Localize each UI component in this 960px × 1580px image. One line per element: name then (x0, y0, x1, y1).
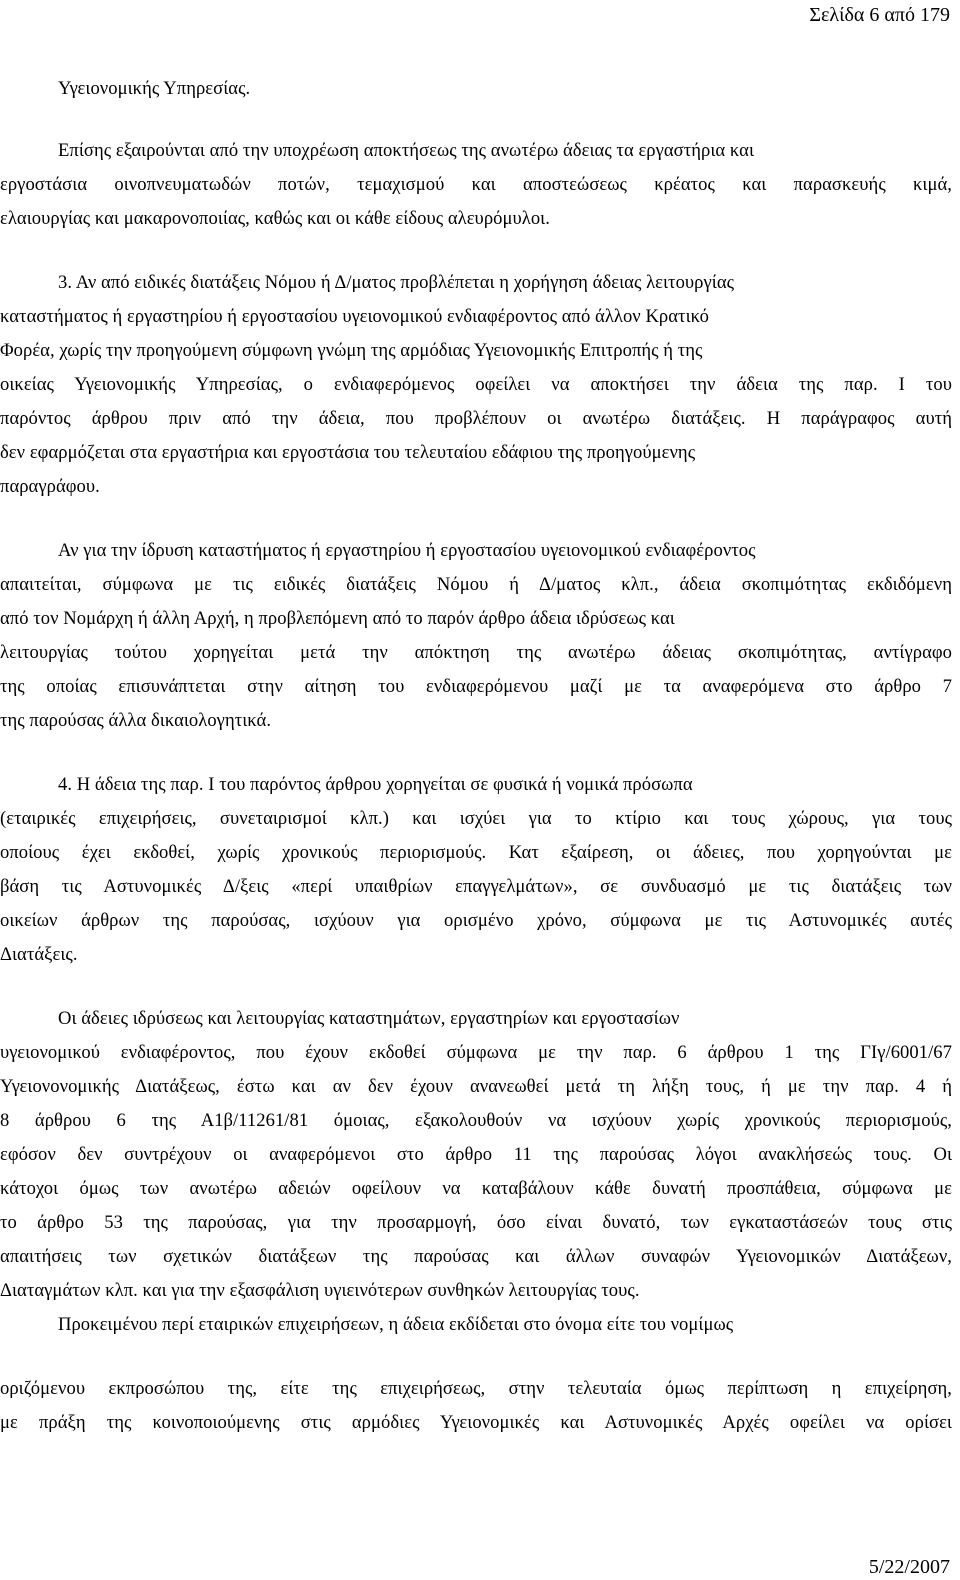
text-line: (εταιρικές επιχειρήσεις, συνεταιρισμοί κλπ.) και ισχύει για το κτίριο και τους χώρους, για τους (0, 808, 952, 829)
text-line: 4. Η άδεια της παρ. Ι του παρόντος άρθρου χορηγείται σε φυσικά ή νομικά πρόσωπα (58, 774, 693, 795)
text-line: εργοστάσια οινοπνευματωδών ποτών, τεμαχισμού και αποστεώσεως κρέατος και παρασκευής κιμά, (0, 174, 952, 195)
text-line: Προκειμένου περί εταιρικών επιχειρήσεων, η άδεια εκδίδεται στο όνομα είτε του νομίμως (58, 1314, 734, 1335)
text-line: 8 άρθρου 6 της Α1β/11261/81 όμοιας, εξακολουθούν να ισχύουν χωρίς χρονικούς περιορισμούς, (0, 1110, 952, 1131)
text-line: παραγράφου. (0, 476, 100, 497)
text-line: εφόσον δεν συντρέχουν οι αναφερόμενοι στο άρθρο 11 της παρούσας λόγοι ανακλήσεώς τους. Οι (0, 1144, 952, 1165)
page-number-header: Σελίδα 6 από 179 (809, 4, 950, 26)
text-line: Διατάξεις. (0, 944, 78, 965)
text-line: 3. Αν από ειδικές διατάξεις Νόμου ή Δ/ματος προβλέπεται η χορήγηση άδειας λειτουργίας (58, 272, 735, 293)
text-line: Επίσης εξαιρούνται από την υποχρέωση αποκτήσεως της ανωτέρω άδειας τα εργαστήρια και (58, 140, 755, 161)
text-line: οικείας Υγειονομικής Υπηρεσίας, ο ενδιαφερόμενος οφείλει να αποκτήσει την άδεια της παρ. Ι του (0, 374, 952, 395)
text-line: το άρθρο 53 της παρούσας, για την προσαρμογή, όσο είναι δυνατό, των εγκαταστάσεών τους στις (0, 1212, 952, 1233)
text-line: ελαιουργίας και μακαρονοποιίας, καθώς και οι κάθε είδους αλευρόμυλοι. (0, 208, 550, 229)
text-line: από τον Νομάρχη ή άλλη Αρχή, η προβλεπόμενη από το παρόν άρθρο άδεια ιδρύσεως και (0, 608, 675, 629)
text-line: Διαταγμάτων κλπ. και για την εξασφάλιση υγιεινότερων συνθηκών λειτουργίας τους. (0, 1280, 640, 1301)
text-line: δεν εφαρμόζεται στα εργαστήρια και εργοστάσια του τελευταίου εδάφιου της προηγούμενης (0, 442, 696, 463)
text-line: Υγειονομικής Υπηρεσίας. (58, 78, 251, 99)
text-line: παρόντος άρθρου πριν από την άδεια, που προβλέπουν οι ανωτέρω διατάξεις. Η παράγραφος αυτή (0, 408, 952, 429)
text-line: υγειονομικού ενδιαφέροντος, που έχουν εκδοθεί σύμφωνα με την παρ. 6 άρθρου 1 της ΓΙγ/6001/67 (0, 1042, 952, 1063)
date-footer: 5/22/2007 (868, 1556, 950, 1578)
text-line: Οι άδειες ιδρύσεως και λειτουργίας καταστημάτων, εργαστηρίων και εργοστασίων (58, 1008, 680, 1029)
text-line: καταστήματος ή εργαστηρίου ή εργοστασίου υγειονομικού ενδιαφέροντος από άλλον Κρατικό (0, 306, 709, 327)
text-line: λειτουργίας τούτου χορηγείται μετά την απόκτηση της ανωτέρω άδειας σκοπιμότητας, αντίγραφο (0, 642, 952, 663)
text-line: της παρούσας άλλα δικαιολογητικά. (0, 710, 272, 731)
text-line: απαιτείται, σύμφωνα με τις ειδικές διατάξεις Νόμου ή Δ/ματος κλπ., άδεια σκοπιμότητας εκδιδόμενη (0, 574, 952, 595)
text-line: με πράξη της κοινοποιούμενης στις αρμόδιες Υγειονομικές και Αστυνομικές Αρχές οφείλει να ορίσει (0, 1412, 952, 1433)
text-line: οποίους έχει εκδοθεί, χωρίς χρονικούς περιορισμούς. Κατ εξαίρεση, οι άδειες, που χορηγούνται με (0, 842, 952, 863)
text-line: βάση τις Αστυνομικές Δ/ξεις «περί υπαιθρίων επαγγελμάτων», σε συνδυασμό με τις διατάξεις των (0, 876, 952, 897)
text-line: κάτοχοι όμως των ανωτέρω αδειών οφείλουν να καταβάλουν κάθε δυνατή προσπάθεια, σύμφωνα με (0, 1178, 952, 1199)
text-line: Υγειονονομικής Διατάξεως, έστω και αν δεν έχουν ανανεωθεί μετά τη λήξη τους, ή με την παρ. 4 ή (0, 1076, 952, 1097)
text-line: απαιτήσεις των σχετικών διατάξεων της παρούσας και άλλων συναφών Υγειονομικών Διατάξεων, (0, 1246, 952, 1267)
text-line: οριζόμενου εκπροσώπου της, είτε της επιχειρήσεως, στην τελευταία όμως περίπτωση η επιχείρηση, (0, 1378, 952, 1399)
text-line: οικείων άρθρων της παρούσας, ισχύουν για ορισμένο χρόνο, σύμφωνα με τις Αστυνομικές αυτές (0, 910, 952, 931)
text-line: Φορέα, χωρίς την προηγούμενη σύμφωνη γνώμη της αρμόδιας Υγειονομικής Επιτροπής ή της (0, 340, 703, 361)
text-line: Αν για την ίδρυση καταστήματος ή εργαστηρίου ή εργοστασίου υγειονομικού ενδιαφέροντος (58, 540, 756, 561)
text-line: της οποίας επισυνάπτεται στην αίτηση του ενδιαφερόμενου μαζί με τα αναφερόμενα στο άρθρο 7 (0, 676, 952, 697)
